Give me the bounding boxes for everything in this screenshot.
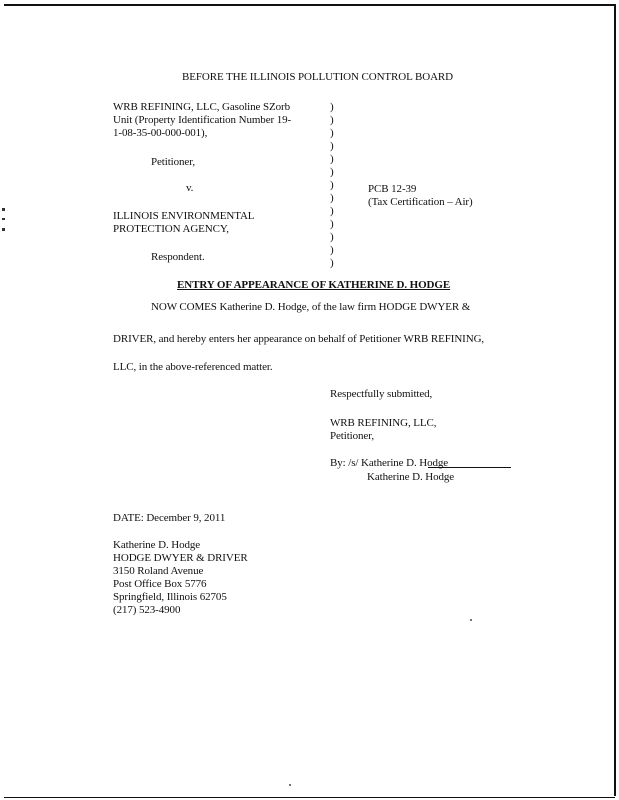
case-number: PCB 12-39 — [368, 183, 417, 195]
caption-paren: ) — [330, 114, 334, 126]
closing-role: Petitioner, — [330, 430, 374, 442]
body-line: NOW COMES Katherine D. Hodge, of the law firm HODGE DWYER & — [151, 301, 471, 313]
caption-paren: ) — [330, 179, 334, 191]
body-line: DRIVER, and hereby enters her appearance on behalf of Petitioner WRB REFINING, — [113, 333, 485, 345]
page-border-bottom — [4, 797, 615, 798]
signer-name: Katherine D. Hodge — [367, 471, 455, 483]
respondent-role: Respondent. — [151, 251, 205, 263]
caption-paren: ) — [330, 101, 334, 113]
contact-line: HODGE DWYER & DRIVER — [113, 552, 248, 564]
contact-line: Springfield, Illinois 62705 — [113, 591, 227, 603]
body-line: LLC, in the above-referenced matter. — [113, 361, 273, 373]
closing-party: WRB REFINING, LLC, — [330, 417, 437, 429]
document-title: ENTRY OF APPEARANCE OF KATHERINE D. HODGE — [177, 279, 451, 291]
caption-paren: ) — [330, 166, 334, 178]
caption-paren: ) — [330, 257, 334, 269]
respondent-line: ILLINOIS ENVIRONMENTAL — [113, 210, 255, 222]
caption-paren: ) — [330, 192, 334, 204]
caption-paren: ) — [330, 244, 334, 256]
closing-salutation: Respectfully submitted, — [330, 388, 433, 400]
signature-line — [428, 467, 511, 468]
contact-line: Katherine D. Hodge — [113, 539, 201, 551]
case-type: (Tax Certification – Air) — [368, 196, 473, 208]
versus: v. — [186, 182, 194, 194]
scan-speck — [470, 619, 472, 621]
caption-paren: ) — [330, 231, 334, 243]
board-header: BEFORE THE ILLINOIS POLLUTION CONTROL BOARD — [182, 71, 453, 83]
respondent-line: PROTECTION AGENCY, — [113, 223, 229, 235]
filing-date: DATE: December 9, 2011 — [113, 512, 226, 524]
petitioner-line: WRB REFINING, LLC, Gasoline SZorb — [113, 101, 290, 113]
petitioner-line: Unit (Property Identification Number 19- — [113, 114, 292, 126]
petitioner-line: 1-08-35-00-000-001), — [113, 127, 208, 139]
caption-paren: ) — [330, 218, 334, 230]
contact-line: (217) 523-4900 — [113, 604, 181, 616]
caption-paren: ) — [330, 153, 334, 165]
caption-paren: ) — [330, 205, 334, 217]
petitioner-role: Petitioner, — [151, 156, 195, 168]
contact-line: 3150 Roland Avenue — [113, 565, 204, 577]
page-border-right — [614, 4, 616, 796]
signature-by: By: /s/ Katherine D. Hodge — [330, 457, 449, 469]
caption-paren: ) — [330, 127, 334, 139]
caption-paren: ) — [330, 140, 334, 152]
scan-mark — [2, 218, 5, 220]
scan-mark — [2, 228, 5, 231]
scan-speck — [289, 784, 291, 786]
page-border-top — [4, 4, 615, 6]
scan-mark — [2, 208, 5, 211]
contact-line: Post Office Box 5776 — [113, 578, 207, 590]
